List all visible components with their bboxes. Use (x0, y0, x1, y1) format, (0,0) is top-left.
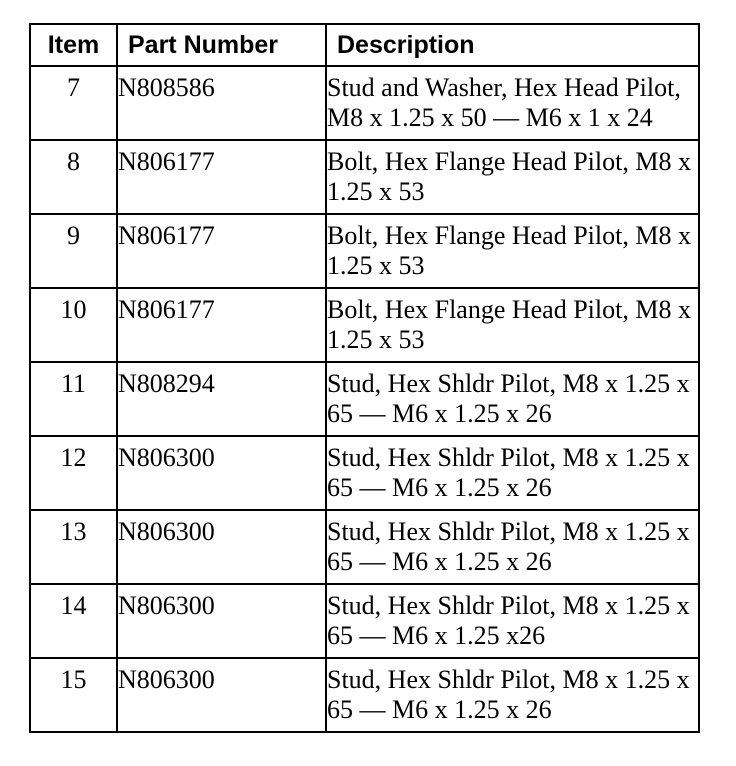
item-cell: 7 (30, 66, 117, 140)
description-cell: Stud, Hex Shldr Pilot, M8 x 1.25 x 65 — M6 x 1.25 x 26 (326, 436, 699, 510)
item-cell: 15 (30, 658, 117, 732)
item-cell: 8 (30, 140, 117, 214)
part-number-cell: N806300 (117, 658, 326, 732)
description-cell: Bolt, Hex Flange Head Pilot, M8 x 1.25 x 53 (326, 288, 699, 362)
item-cell: 11 (30, 362, 117, 436)
part-number-cell: N806177 (117, 140, 326, 214)
table-row (30, 214, 699, 288)
table-row (30, 658, 699, 732)
table-row (30, 436, 699, 510)
part-number-cell: N806177 (117, 288, 326, 362)
part-number-cell: N806300 (117, 510, 326, 584)
item-cell: 13 (30, 510, 117, 584)
table-row (30, 362, 699, 436)
item-cell: 9 (30, 214, 117, 288)
part-number-cell: N808586 (117, 66, 326, 140)
description-cell: Stud, Hex Shldr Pilot, M8 x 1.25 x 65 — M6 x 1.25 x 26 (326, 658, 699, 732)
parts-table (29, 23, 700, 733)
item-cell: 10 (30, 288, 117, 362)
header-item: Item (30, 24, 117, 66)
table-row (30, 66, 699, 140)
item-cell: 14 (30, 584, 117, 658)
header-part-number: Part Number (117, 24, 326, 66)
description-cell: Bolt, Hex Flange Head Pilot, M8 x 1.25 x 53 (326, 140, 699, 214)
part-number-cell: N806300 (117, 436, 326, 510)
part-number-cell: N806177 (117, 214, 326, 288)
description-cell: Stud, Hex Shldr Pilot, M8 x 1.25 x 65 — M6 x 1.25 x26 (326, 584, 699, 658)
description-cell: Stud, Hex Shldr Pilot, M8 x 1.25 x 65 — M6 x 1.25 x 26 (326, 510, 699, 584)
table-row (30, 288, 699, 362)
part-number-cell: N806300 (117, 584, 326, 658)
table-row (30, 140, 699, 214)
item-cell: 12 (30, 436, 117, 510)
table-row (30, 584, 699, 658)
description-cell: Stud and Washer, Hex Head Pilot, M8 x 1.25 x 50 — M6 x 1 x 24 (326, 66, 699, 140)
header-description: Description (326, 24, 699, 66)
description-cell: Bolt, Hex Flange Head Pilot, M8 x 1.25 x 53 (326, 214, 699, 288)
table-row (30, 510, 699, 584)
description-cell: Stud, Hex Shldr Pilot, M8 x 1.25 x 65 — M6 x 1.25 x 26 (326, 362, 699, 436)
part-number-cell: N808294 (117, 362, 326, 436)
header-row (30, 24, 699, 66)
